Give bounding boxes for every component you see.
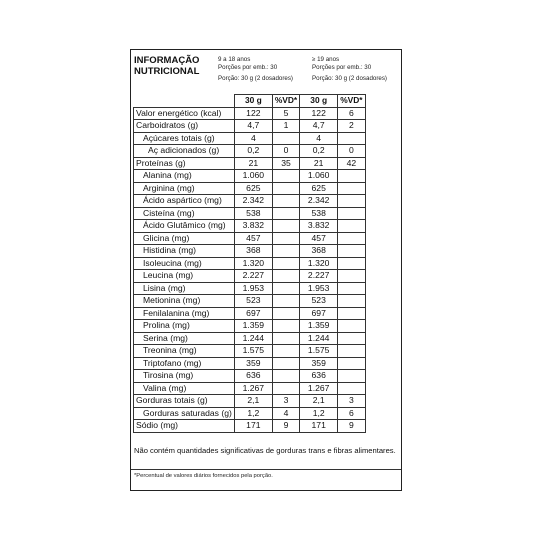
age-group-1	[218, 56, 293, 83]
nutrient-vd1	[272, 220, 299, 233]
nutrient-name: Prolina (mg)	[134, 320, 235, 333]
nutrient-name: Açúcares totais (g)	[134, 132, 235, 145]
nutrient-vd2	[338, 270, 365, 283]
nutrient-vd1: 0	[272, 145, 299, 158]
footnote: *Percentual de valores diários fornecidos pela porção.	[134, 473, 273, 479]
nutrient-v1: 538	[234, 207, 272, 220]
nutrient-vd1	[272, 132, 299, 145]
nutrient-v2: 636	[300, 370, 338, 383]
nutrient-name: Triptofano (mg)	[134, 357, 235, 370]
nutrient-v1: 368	[234, 245, 272, 258]
nutrient-name: Ácido aspártico (mg)	[134, 195, 235, 208]
nutrient-v1: 171	[234, 420, 272, 433]
age-group-2-portion: Porção: 30 g (2 dosadores)	[312, 75, 387, 82]
nutrient-vd2	[338, 282, 365, 295]
nutrient-vd2	[338, 245, 365, 258]
nutrient-vd2	[338, 232, 365, 245]
nutrient-name: Sódio (mg)	[134, 420, 235, 433]
nutrient-vd2: 6	[338, 107, 365, 120]
footer-divider	[131, 469, 401, 470]
table-row	[134, 282, 366, 295]
nutrient-vd2	[338, 357, 365, 370]
nutrient-vd2: 42	[338, 157, 365, 170]
nutrient-vd1: 5	[272, 107, 299, 120]
label-header	[131, 50, 401, 92]
table-row	[134, 107, 366, 120]
nutrient-v2: 122	[300, 107, 338, 120]
table-header-row	[134, 95, 366, 108]
column-header: %VD*	[338, 95, 365, 108]
nutrient-v1: 2.342	[234, 195, 272, 208]
age-group-1-portion: Porção: 30 g (2 dosadores)	[218, 75, 293, 82]
nutrient-vd2: 0	[338, 145, 365, 158]
nutrient-name: Tirosina (mg)	[134, 370, 235, 383]
nutrient-vd1	[272, 232, 299, 245]
table-row	[134, 345, 366, 358]
table-row	[134, 395, 366, 408]
table-row	[134, 382, 366, 395]
table-row	[134, 332, 366, 345]
nutrient-vd2	[338, 345, 365, 358]
nutrient-v1: 2,1	[234, 395, 272, 408]
nutrient-vd2: 3	[338, 395, 365, 408]
column-header: %VD*	[272, 95, 299, 108]
column-header: 30 g	[234, 95, 272, 108]
nutrient-v2: 3.832	[300, 220, 338, 233]
nutrient-name: Glicina (mg)	[134, 232, 235, 245]
nutrient-v1: 122	[234, 107, 272, 120]
nutrient-v2: 359	[300, 357, 338, 370]
nutrient-v2: 1.320	[300, 257, 338, 270]
nutrient-name: Isoleucina (mg)	[134, 257, 235, 270]
table-row	[134, 220, 366, 233]
nutrient-vd2	[338, 257, 365, 270]
table-row	[134, 132, 366, 145]
table-row	[134, 195, 366, 208]
nutrient-v1: 0,2	[234, 145, 272, 158]
table-row	[134, 357, 366, 370]
nutrient-name: Metionina (mg)	[134, 295, 235, 308]
table-row	[134, 157, 366, 170]
nutrient-vd2	[338, 132, 365, 145]
table-body	[134, 107, 366, 432]
nutrient-name: Cisteína (mg)	[134, 207, 235, 220]
table-row	[134, 170, 366, 183]
table-row	[134, 370, 366, 383]
nutrient-v2: 2.342	[300, 195, 338, 208]
nutrient-vd1: 3	[272, 395, 299, 408]
nutrient-vd1	[272, 370, 299, 383]
title-line-1: INFORMAÇÃO	[134, 55, 200, 66]
nutrient-vd1: 1	[272, 120, 299, 133]
nutrient-vd2	[338, 320, 365, 333]
age-group-2	[312, 56, 387, 83]
nutrient-v2: 1.575	[300, 345, 338, 358]
nutrient-vd1	[272, 257, 299, 270]
nutrient-v2: 457	[300, 232, 338, 245]
nutrient-vd1	[272, 270, 299, 283]
nutrient-vd1	[272, 282, 299, 295]
nutrient-vd1	[272, 307, 299, 320]
nutrient-vd2	[338, 170, 365, 183]
trans-fat-note: Não contém quantidades significativas de gorduras trans e fibras alimentares.	[134, 446, 396, 455]
nutrient-name: Ácido Glutâmico (mg)	[134, 220, 235, 233]
table-row	[134, 270, 366, 283]
nutrient-vd1	[272, 182, 299, 195]
nutrient-vd1: 35	[272, 157, 299, 170]
table-row	[134, 307, 366, 320]
nutrient-v2: 1,2	[300, 407, 338, 420]
nutrient-v1: 1.244	[234, 332, 272, 345]
nutrient-v1: 1.575	[234, 345, 272, 358]
nutrient-v2: 538	[300, 207, 338, 220]
nutrient-vd2	[338, 307, 365, 320]
nutrient-v2: 171	[300, 420, 338, 433]
nutrient-v2: 1.359	[300, 320, 338, 333]
age-group-1-portions: Porções por emb.: 30	[218, 64, 278, 71]
nutrient-v1: 4	[234, 132, 272, 145]
nutrient-v1: 21	[234, 157, 272, 170]
nutrient-vd1	[272, 295, 299, 308]
table-row	[134, 245, 366, 258]
nutrient-name: Aç adicionados (g)	[134, 145, 235, 158]
column-header: 30 g	[300, 95, 338, 108]
nutrient-vd2	[338, 370, 365, 383]
title-line-2: NUTRICIONAL	[134, 65, 200, 77]
nutrient-v2: 21	[300, 157, 338, 170]
table-row	[134, 145, 366, 158]
nutrient-vd2	[338, 195, 365, 208]
nutrient-v2: 1.267	[300, 382, 338, 395]
nutrient-v2: 0,2	[300, 145, 338, 158]
table-row	[134, 320, 366, 333]
nutrient-vd2	[338, 220, 365, 233]
table-row	[134, 420, 366, 433]
table-row	[134, 207, 366, 220]
nutrient-v1: 2.227	[234, 270, 272, 283]
nutrient-v1: 1.267	[234, 382, 272, 395]
table-row	[134, 407, 366, 420]
nutrient-v1: 1.320	[234, 257, 272, 270]
nutrient-name: Arginina (mg)	[134, 182, 235, 195]
nutrient-vd1: 4	[272, 407, 299, 420]
nutrient-name: Alanina (mg)	[134, 170, 235, 183]
nutrient-v2: 1.953	[300, 282, 338, 295]
nutrient-vd1	[272, 357, 299, 370]
nutrient-vd2	[338, 182, 365, 195]
nutrient-v1: 1.359	[234, 320, 272, 333]
nutrient-v2: 523	[300, 295, 338, 308]
nutrient-vd2	[338, 382, 365, 395]
table-row	[134, 232, 366, 245]
nutrition-table	[133, 94, 366, 433]
nutrient-name: Serina (mg)	[134, 332, 235, 345]
nutrient-vd1	[272, 382, 299, 395]
nutrient-vd1	[272, 345, 299, 358]
nutrient-name: Proteínas (g)	[134, 157, 235, 170]
nutrient-v2: 2.227	[300, 270, 338, 283]
nutrient-name: Gorduras totais (g)	[134, 395, 235, 408]
nutrient-vd2	[338, 295, 365, 308]
nutrient-vd1	[272, 320, 299, 333]
nutrient-vd1	[272, 245, 299, 258]
nutrient-vd1	[272, 332, 299, 345]
nutrient-v1: 457	[234, 232, 272, 245]
nutrient-name: Valor energético (kcal)	[134, 107, 235, 120]
nutrient-v1: 697	[234, 307, 272, 320]
nutrient-v1: 359	[234, 357, 272, 370]
label-title	[134, 56, 199, 77]
nutrition-label	[130, 49, 402, 491]
nutrient-name: Lisina (mg)	[134, 282, 235, 295]
nutrient-vd1	[272, 170, 299, 183]
nutrient-vd1	[272, 195, 299, 208]
nutrient-v1: 1.953	[234, 282, 272, 295]
table-row	[134, 295, 366, 308]
nutrient-vd2: 6	[338, 407, 365, 420]
table-row	[134, 120, 366, 133]
nutrient-v2: 2,1	[300, 395, 338, 408]
nutrient-v1: 1,2	[234, 407, 272, 420]
age-group-2-portions: Porções por emb.: 30	[312, 64, 372, 71]
age-group-1-age: 9 a 18 anos	[218, 56, 251, 63]
nutrient-v2: 368	[300, 245, 338, 258]
nutrient-name: Leucina (mg)	[134, 270, 235, 283]
nutrient-v1: 523	[234, 295, 272, 308]
nutrient-vd1: 9	[272, 420, 299, 433]
nutrient-v1: 4,7	[234, 120, 272, 133]
table-row	[134, 257, 366, 270]
nutrient-vd2: 2	[338, 120, 365, 133]
nutrient-vd1	[272, 207, 299, 220]
nutrient-v1: 1.060	[234, 170, 272, 183]
nutrient-v2: 4	[300, 132, 338, 145]
nutrient-v2: 1.244	[300, 332, 338, 345]
nutrient-name: Fenilalanina (mg)	[134, 307, 235, 320]
nutrient-v1: 3.832	[234, 220, 272, 233]
header-blank	[134, 95, 235, 108]
nutrient-vd2	[338, 332, 365, 345]
nutrient-v2: 625	[300, 182, 338, 195]
nutrient-name: Histidina (mg)	[134, 245, 235, 258]
nutrient-name: Treonina (mg)	[134, 345, 235, 358]
nutrient-v1: 636	[234, 370, 272, 383]
nutrient-name: Carboidratos (g)	[134, 120, 235, 133]
nutrient-v2: 1.060	[300, 170, 338, 183]
nutrient-name: Gorduras saturadas (g)	[134, 407, 235, 420]
nutrient-v1: 625	[234, 182, 272, 195]
nutrient-vd2	[338, 207, 365, 220]
table-row	[134, 182, 366, 195]
nutrient-name: Valina (mg)	[134, 382, 235, 395]
nutrient-v2: 4,7	[300, 120, 338, 133]
nutrient-v2: 697	[300, 307, 338, 320]
age-group-2-age: ≥ 19 anos	[312, 56, 340, 63]
nutrient-vd2: 9	[338, 420, 365, 433]
